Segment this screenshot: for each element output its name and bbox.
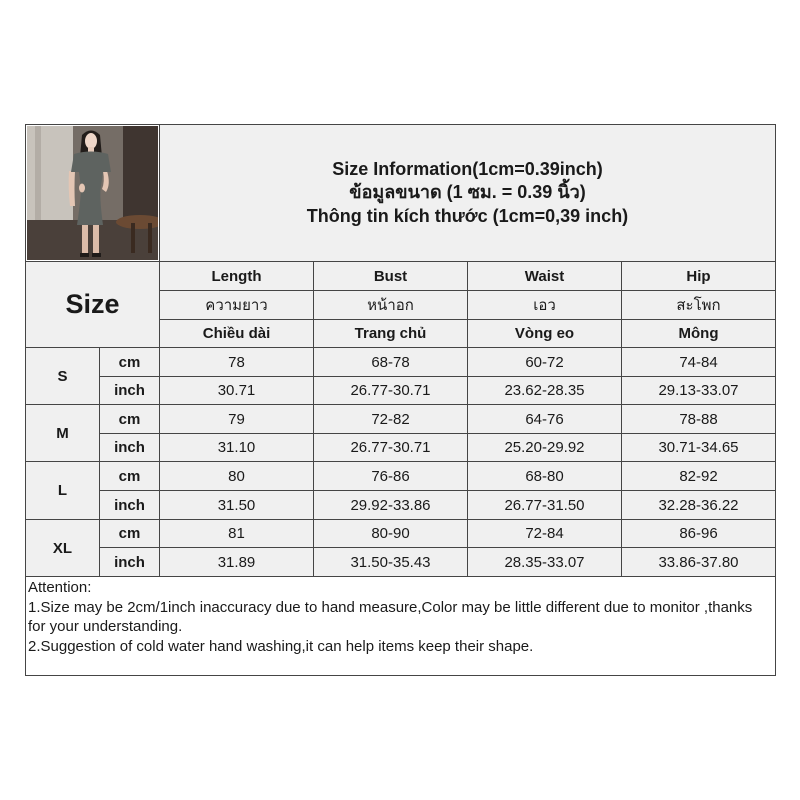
table-cell: 26.77-30.71 [314, 377, 468, 405]
col-header-length-th: ความยาว [160, 291, 314, 320]
size-label-m: M [26, 405, 100, 462]
table-cell: 68-80 [468, 462, 622, 491]
col-header-waist-vi: Vòng eo [468, 320, 622, 348]
title-line-en: Size Information(1cm=0.39inch) [332, 158, 603, 179]
attention-heading: Attention: [28, 579, 92, 596]
unit-label: inch [100, 377, 160, 405]
size-label-xl: XL [26, 520, 100, 577]
table-cell: 80-90 [314, 520, 468, 548]
table-cell: 31.50 [160, 491, 314, 520]
col-header-length-vi: Chiều dài [160, 320, 314, 348]
table-cell: 64-76 [468, 405, 622, 434]
table-cell: 79 [160, 405, 314, 434]
table-cell: 26.77-30.71 [314, 434, 468, 462]
unit-label: inch [100, 491, 160, 520]
attention-item: 1.Size may be 2cm/1inch inaccuracy due to hand measure,Color may be little different due to monitor ,thanks for your understanding. [28, 598, 753, 635]
table-cell: 68-78 [314, 348, 468, 377]
table-cell: 23.62-28.35 [468, 377, 622, 405]
table-cell: 31.89 [160, 548, 314, 577]
size-info-title [160, 125, 776, 262]
col-header-hip-th: สะโพก [622, 291, 776, 320]
col-header-bust-vi: Trang chủ [314, 320, 468, 348]
model-photo [27, 126, 158, 260]
col-header-bust-th: หน้าอก [314, 291, 468, 320]
unit-label: cm [100, 348, 160, 377]
table-cell: 76-86 [314, 462, 468, 491]
col-header-waist-en: Waist [468, 262, 622, 291]
unit-label: inch [100, 548, 160, 577]
title-line-th: ข้อมูลขนาด (1 ซม. = 0.39 นิ้ว) [349, 182, 586, 203]
title-line-vi: Thông tin kích thước (1cm=0,39 inch) [306, 205, 629, 226]
size-chart-table [25, 124, 776, 676]
col-header-length-en: Length [160, 262, 314, 291]
table-cell: 28.35-33.07 [468, 548, 622, 577]
table-cell: 30.71-34.65 [622, 434, 776, 462]
product-photo-cell [26, 125, 160, 262]
table-cell: 25.20-29.92 [468, 434, 622, 462]
table-cell: 78-88 [622, 405, 776, 434]
size-label-l: L [26, 462, 100, 520]
table-cell: 32.28-36.22 [622, 491, 776, 520]
table-cell: 31.10 [160, 434, 314, 462]
size-label-s: S [26, 348, 100, 405]
table-cell: 74-84 [622, 348, 776, 377]
unit-label: cm [100, 520, 160, 548]
table-cell: 81 [160, 520, 314, 548]
col-header-bust-en: Bust [314, 262, 468, 291]
table-cell: 26.77-31.50 [468, 491, 622, 520]
col-header-waist-th: เอว [468, 291, 622, 320]
unit-label: inch [100, 434, 160, 462]
col-header-hip-en: Hip [622, 262, 776, 291]
size-column-header: Size [26, 262, 160, 348]
table-cell: 82-92 [622, 462, 776, 491]
table-cell: 29.13-33.07 [622, 377, 776, 405]
table-cell: 31.50-35.43 [314, 548, 468, 577]
attention-notes [26, 577, 776, 676]
table-cell: 33.86-37.80 [622, 548, 776, 577]
table-cell: 72-84 [468, 520, 622, 548]
table-cell: 72-82 [314, 405, 468, 434]
table-cell: 86-96 [622, 520, 776, 548]
table-cell: 60-72 [468, 348, 622, 377]
col-header-hip-vi: Mông [622, 320, 776, 348]
unit-label: cm [100, 462, 160, 491]
table-cell: 80 [160, 462, 314, 491]
table-cell: 30.71 [160, 377, 314, 405]
unit-label: cm [100, 405, 160, 434]
attention-item: 2.Suggestion of cold water hand washing,it can help items keep their shape. [28, 637, 534, 655]
table-cell: 78 [160, 348, 314, 377]
table-cell: 29.92-33.86 [314, 491, 468, 520]
